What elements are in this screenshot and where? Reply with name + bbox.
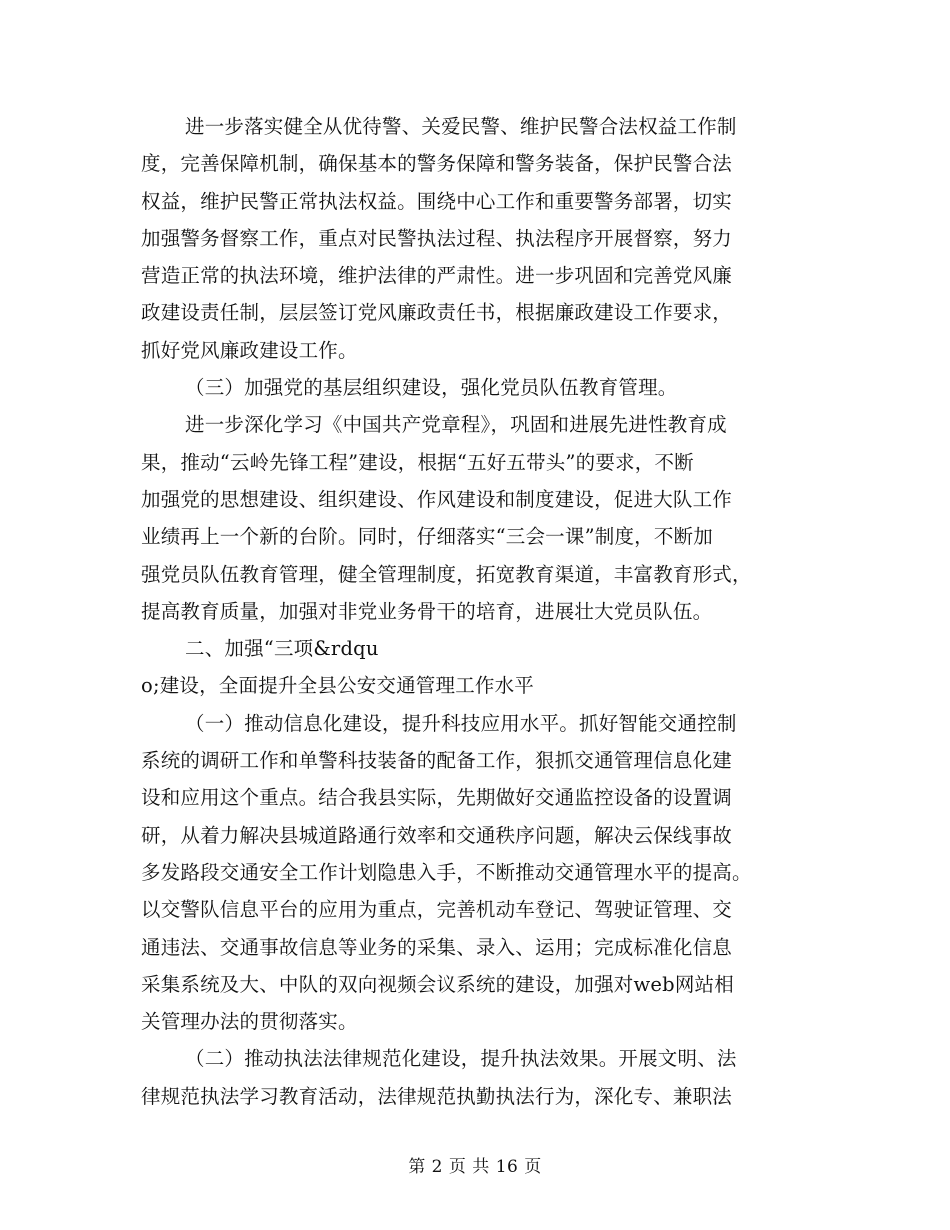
paragraph-line: 营造正常的执法环境，维护法律的严肃性。进一步巩固和完善党风廉	[141, 264, 733, 288]
paragraph-line: 研，从着力解决县城道路通行效率和交通秩序问题，解决云保线事故	[141, 823, 733, 847]
paragraph-line: 强党员队伍教育管理，健全管理制度，拓宽教育渠道，丰富教育形式，	[141, 562, 752, 586]
section-heading: 二、加强“三项&rdqu	[185, 637, 379, 661]
paragraph-line: 进一步深化学习《中国共产党章程》，巩固和进展先进性教育成	[185, 413, 727, 437]
paragraph-line: 采集系统及大、中队的双向视频会议系统的建设，加强对web网站相	[141, 972, 734, 996]
paragraph-line: 关管理办法的贯彻落实。	[141, 1010, 358, 1034]
paragraph-line: 加强党的思想建设、组织建设、作风建设和制度建设，促进大队工作	[141, 487, 733, 511]
document-body	[141, 108, 821, 1115]
paragraph-line: 加强警务督察工作，重点对民警执法过程、执法程序开展督察，努力	[141, 226, 733, 250]
paragraph-line: 抓好党风廉政建设工作。	[141, 338, 358, 362]
paragraph-line: 业绩再上一个新的台阶。同时，仔细落实“三会一课”制度，不断加	[141, 525, 713, 549]
paragraph-line: （二）推动执法法律规范化建设，提升执法效果。开展文明、法	[185, 1047, 737, 1071]
section-heading-continued: o;建设，全面提升全县公安交通管理工作水平	[141, 674, 535, 698]
paragraph-line: 权益，维护民警正常执法权益。围绕中心工作和重要警务部署，切实	[141, 189, 733, 213]
paragraph-line: 进一步落实健全从优待警、关爱民警、维护民警合法权益工作制	[185, 115, 737, 138]
paragraph-line: 系统的调研工作和单警科技装备的配备工作，狠抓交通管理信息化建	[141, 749, 733, 773]
paragraph-line: 以交警队信息平台的应用为重点，完善机动车登记、驾驶证管理、交	[141, 898, 733, 922]
paragraph-line: 果，推动“云岭先锋工程”建设，根据“五好五带头”的要求，不断	[141, 450, 694, 474]
paragraph-line: 设和应用这个重点。结合我县实际，先期做好交通监控设备的设置调	[141, 786, 733, 810]
paragraph-line: 提高教育质量，加强对非党业务骨干的培育，进展壮大党员队伍。	[141, 599, 713, 623]
paragraph-line: （一）推动信息化建设，提升科技应用水平。抓好智能交通控制	[185, 711, 737, 735]
paragraph-line: 律规范执法学习教育活动，法律规范执勤执法行为，深化专、兼职法	[141, 1084, 733, 1108]
paragraph-line: 多发路段交通安全工作计划隐患入手，不断推动交通管理水平的提高。	[141, 860, 752, 884]
paragraph-line: 通违法、交通事故信息等业务的采集、录入、运用；完成标准化信息	[141, 935, 733, 959]
paragraph-line: 度，完善保障机制，确保基本的警务保障和警务装备，保护民警合法	[141, 152, 733, 176]
page-number-footer: 第 2 页 共 16 页	[408, 1157, 542, 1177]
section-heading: （三）加强党的基层组织建设，强化党员队伍教育管理。	[185, 376, 678, 400]
paragraph-line: 政建设责任制，层层签订党风廉政责任书，根据廉政建设工作要求，	[141, 301, 733, 325]
